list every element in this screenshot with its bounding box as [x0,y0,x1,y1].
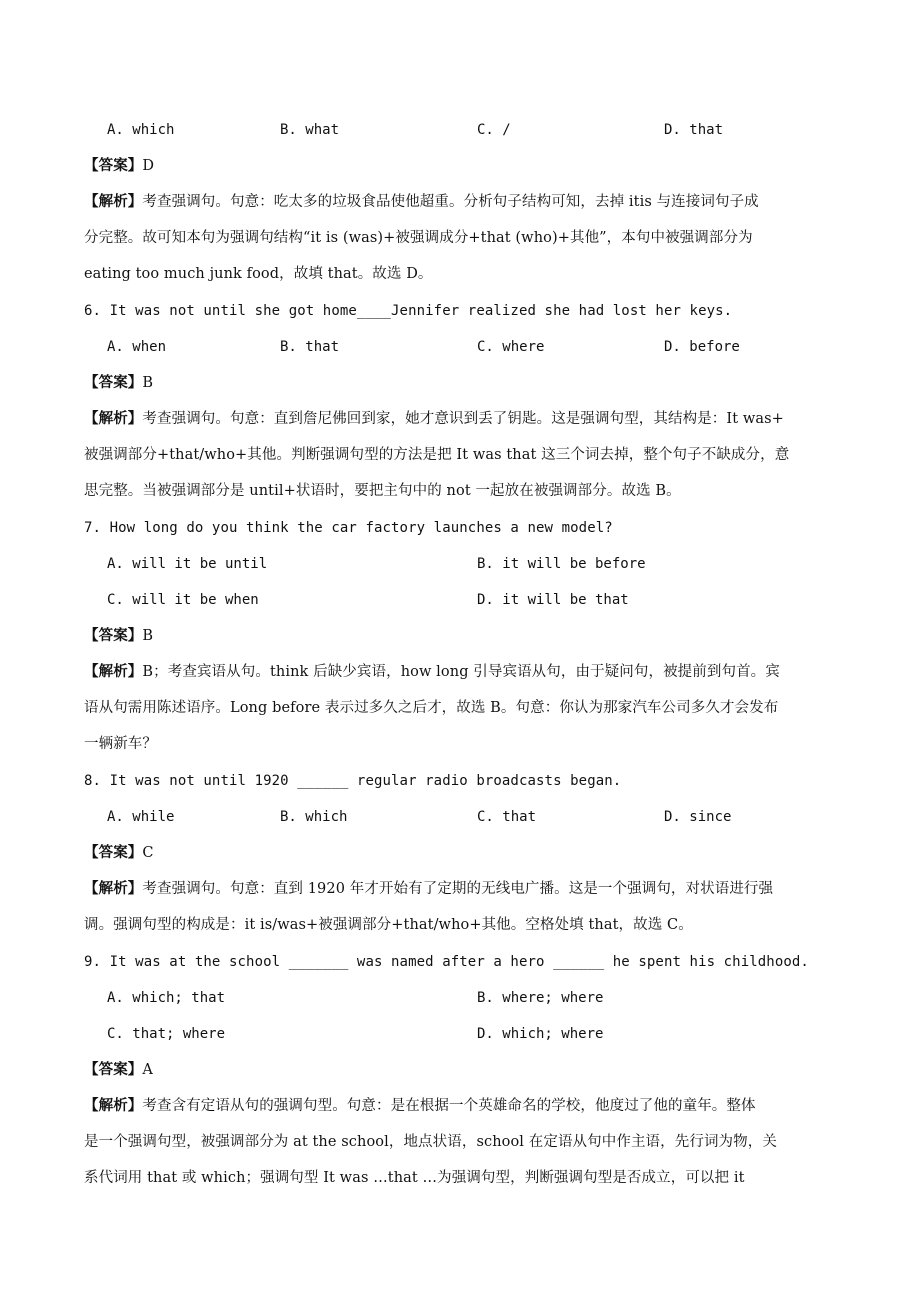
analysis-label: 【解析】 [84,663,143,680]
answer-label: 【答案】 [84,627,143,644]
q5-option-c: C. / [477,122,511,138]
q7-option-d: D. it will be that [477,592,629,608]
q5-answer [84,148,844,184]
q6-stem: 6. It was not until she got home____Jennifer realized she had lost her keys. [84,303,733,319]
q6-analysis-line [84,401,844,437]
q6-option-d: D. before [664,339,740,355]
q9-option-d: D. which; where [477,1026,604,1042]
q5-analysis-line [84,184,844,220]
analysis-text: 考查强调句。句意：吃太多的垃圾食品使他超重。分析句子结构可知，去掉 itis 与连接词句子成 [142,194,759,210]
q8-answer [84,835,844,871]
q7-analysis-line: 语从句需用陈述语序。Long before 表示过多久之后才，故选 B。句意：你认为那家汽车公司多久才会发布 [84,700,779,716]
q7-answer [84,618,844,654]
q6-answer [84,365,844,401]
analysis-label: 【解析】 [84,880,143,897]
q9-analysis-line: 系代词用 that 或 which；强调句型 It was …that …为强调句型，判断强调句型是否成立，可以把 it [84,1170,745,1186]
answer-value: B [142,375,154,391]
q8-option-d: D. since [664,809,732,825]
q6-analysis-line: 思完整。当被强调部分是 until+状语时，要把主句中的 not 一起放在被强调部分。故选 B。 [84,483,681,499]
q9-option-b: B. where; where [477,990,604,1006]
q7-stem: 7. How long do you think the car factory launches a new model? [84,520,613,536]
q9-answer [84,1052,844,1088]
answer-label: 【答案】 [84,374,143,391]
answer-label: 【答案】 [84,1061,143,1078]
q6-analysis-line: 被强调部分+that/who+其他。判断强调句型的方法是把 It was that 这三个词去掉，整个句子不缺成分，意 [84,447,790,463]
q7-option-c: C. will it be when [107,592,259,608]
answer-label: 【答案】 [84,157,143,174]
analysis-text: 考查含有定语从句的强调句型。句意：是在根据一个英雄命名的学校，他度过了他的童年。整体 [142,1098,756,1114]
analysis-text: 考查强调句。句意：直到詹尼佛回到家，她才意识到丢了钥匙。这是强调句型，其结构是：It was+ [142,411,784,427]
answer-label: 【答案】 [84,844,143,861]
analysis-text: 考查强调句。句意：直到 1920 年才开始有了定期的无线电广播。这是一个强调句，对状语进行强 [142,881,774,897]
q7-analysis-line: 一辆新车？ [84,736,157,752]
q5-analysis-line: 分完整。故可知本句为强调句结构“it is (was)+被强调成分+that (who)+其他”，本句中被强调部分为 [84,230,753,246]
q6-option-b: B. that [280,339,340,355]
analysis-text: B；考查宾语从句。think 后缺少宾语，how long 引导宾语从句，由于疑问句，被提前到句首。宾 [142,664,780,680]
analysis-label: 【解析】 [84,1097,143,1114]
analysis-label: 【解析】 [84,193,143,210]
q8-analysis-line [84,871,844,907]
q9-stem: 9. It was at the school _______ was named after a hero ______ he spent his childhood. [84,954,809,970]
q7-analysis-line [84,654,844,690]
q6-option-a: A. when [107,339,167,355]
answer-value: D [142,158,155,174]
q5-option-d: D. that [664,122,724,138]
q7-option-b: B. it will be before [477,556,646,572]
q9-option-a: A. which; that [107,990,226,1006]
q8-analysis-line: 调。强调句型的构成是：it is/was+被强调部分+that/who+其他。空格处填 that，故选 C。 [84,917,693,933]
q5-analysis-line: eating too much junk food，故填 that。故选 D。 [84,266,433,282]
q8-option-b: B. which [280,809,348,825]
q8-stem: 8. It was not until 1920 ______ regular radio broadcasts began. [84,773,622,789]
q9-option-c: C. that; where [107,1026,226,1042]
q9-analysis-line [84,1088,844,1124]
q5-option-b: B. what [280,122,340,138]
analysis-label: 【解析】 [84,410,143,427]
q6-option-c: C. where [477,339,545,355]
answer-value: B [142,628,154,644]
q8-option-a: A. while [107,809,175,825]
answer-value: A [142,1062,153,1078]
q5-option-a: A. which [107,122,175,138]
answer-value: C [142,845,154,861]
q8-option-c: C. that [477,809,537,825]
q9-analysis-line: 是一个强调句型，被强调部分为 at the school，地点状语，school 在定语从句中作主语，先行词为物，关 [84,1134,777,1150]
q7-option-a: A. will it be until [107,556,268,572]
